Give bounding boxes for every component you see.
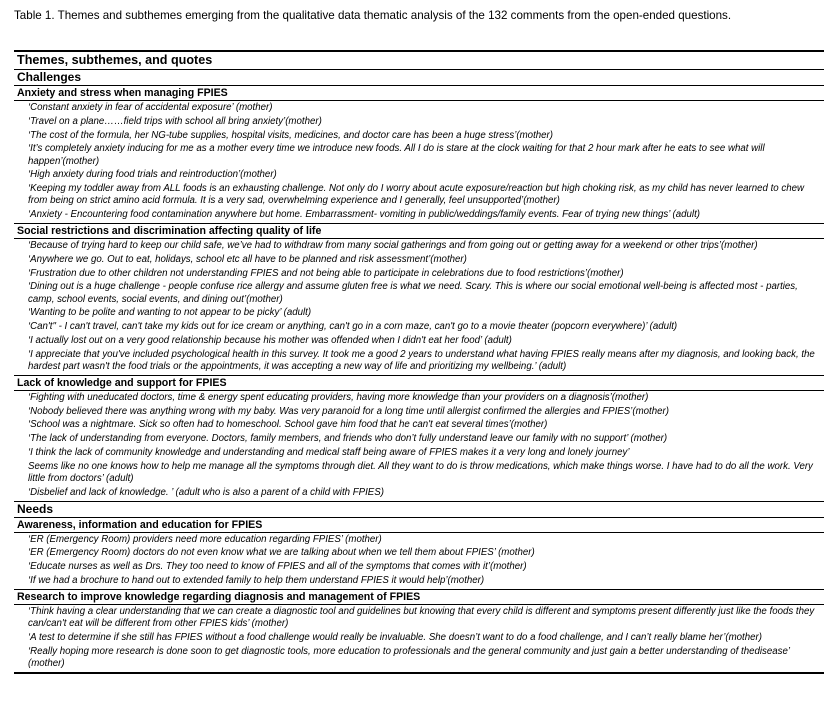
quote-item: ‘I think the lack of community knowledge and understanding and medical staff being aware of FPIES makes it a very long and lonely journey’ [28, 446, 630, 458]
quote-item: ‘Wanting to be polite and wanting to not appear to be picky’ (adult) [28, 307, 312, 319]
quote-item: ‘Disbelief and lack of knowledge. ’ (adult who is also a parent of a child with FPIES) [28, 486, 384, 498]
quote-item: ‘I appreciate that you've included psychological health in this survey. It took me a good 2 years to understand what having FPIES really means after my diagnosis, and looking back, the hardest part wasn't the food trials or the appointments, it was accepting a new way of life and prioritizing my wellbeing.’ (adult) [28, 348, 815, 372]
table-caption: Table 1. Themes and subthemes emerging from the qualitative data thematic analysis of the 132 comments from the open-ended questions. [14, 9, 732, 22]
quote-item: ‘Nobody believed there was anything wrong with my baby. Was very paranoid for a long time until allergist confirmed the allergies and FPIES’(mother) [28, 405, 669, 417]
quote-item: ‘ER (Emergency Room) providers need more education regarding FPIES’ (mother) [28, 533, 382, 545]
themes-table [14, 50, 824, 674]
subtheme-title: Lack of knowledge and support for FPIES [17, 376, 227, 389]
quote-item: Seems like no one knows how to help me manage all the symptoms through diet. All they want to do is throw medications, which make things worse. I have had to do all the work. Very little from doctors’ (adult) [28, 460, 813, 484]
quote-item: ‘If we had a brochure to hand out to extended family to help them understand FPIES it would help’(mother) [28, 574, 485, 586]
quote-item: ‘Anywhere we go. Out to eat, holidays, school etc all have to be planned and risk assessment’(mother) [28, 253, 467, 265]
quote-item: ‘Educate nurses as well as Drs. They too need to know of FPIES and all of the symptoms that comes with it’(mother) [28, 561, 527, 573]
quote-item: ‘Can't" - I can't travel, can't take my kids out for ice cream or anything, can't go in a corn maze, can't go to a movie theater (popcorn everywhere)’ (adult) [28, 321, 678, 333]
theme-title: Challenges [17, 70, 82, 84]
quote-item: ‘Constant anxiety in fear of accidental exposure’ (mother) [28, 102, 273, 113]
quote-item: ‘Think having a clear understanding that we can create a diagnostic tool and guidelines but knowing that every child is different and symptoms present differently just like the foods they can/can't eat will be different from other FPIES kids’ (mother) [28, 605, 815, 629]
quote-item: ‘Fighting with uneducated doctors, time & energy spent educating providers, having more knowledge than your providers on a diagnosis’(mother) [28, 391, 649, 403]
quote-item: ‘ER (Emergency Room) doctors do not even know what we are talking about when we tell them about FPIES’ (mother) [28, 547, 535, 559]
subtheme-title: Anxiety and stress when managing FPIES [17, 87, 228, 99]
quote-item: ‘Dining out is a huge challenge - people confuse rice allergy and assume gluten free is what we need. Scary. This is where our social emotional well-being is affected most - parties, camp, school events, social events, and dining out’(mother) [28, 281, 798, 305]
quote-item: ‘Travel on a plane……field trips with school all bring anxiety’(mother) [28, 115, 322, 127]
quote-item: ‘The cost of the formula, her NG-tube supplies, hospital visits, medicines, and doctor care has been a huge stress’(mother) [28, 129, 553, 141]
quote-item: ‘Keeping my toddler away from ALL foods is an exhausting challenge. Not only do I worry about acute exposure/reaction but high choking risk, as my child has never learned to chew from being on strict amino acid formula. It is a very sad, overwhelming experience and I generally, feel unsupported’(mother) [28, 183, 804, 207]
quote-item: ‘High anxiety during food trials and reintroduction’(mother) [28, 169, 277, 181]
quote-item: ‘The lack of understanding from everyone. Doctors, family members, and friends who don’t fully understand leave our family with no support’ (mother) [28, 433, 668, 445]
quote-item: ‘Because of trying hard to keep our child safe, we’ve had to withdraw from many social gatherings and from going out or getting away for a weekend or other trips’(mother) [28, 239, 758, 251]
quote-item: ‘School was a nightmare. Sick so often had to homeschool. School gave him food that he can't eat several times’(mother) [28, 419, 548, 431]
quote-item: ‘Anxiety - Encountering food contamination anywhere but home. Embarrassment- vomiting in public/weddings/family events. Fear of trying new things’ (adult) [28, 209, 700, 221]
quote-item: ‘Frustration due to other children not understanding FPIES and not being able to participate in celebrations due to food restrictions’(mother) [28, 267, 624, 279]
subtheme-title: Social restrictions and discrimination affecting quality of life [17, 224, 322, 237]
subtheme-title: Awareness, information and education for FPIES [17, 518, 263, 531]
quote-item: ‘I actually lost out on a very good relationship because his mother was offended when I didn't eat her food’ (adult) [28, 334, 512, 346]
quote-item: ‘It’s completely anxiety inducing for me as a mother every time we introduce new foods. All I do is stare at the clock waiting for that 2 hour mark after he eats to see what will happen’(mother) [28, 143, 765, 167]
theme-title: Needs [17, 501, 54, 516]
theme-rule [14, 672, 824, 674]
subtheme-title: Research to improve knowledge regarding diagnosis and management of FPIES [17, 590, 421, 603]
quote-item: ‘A test to determine if she still has FPIES without a food challenge would really be invaluable. She doesn’t want to do a food challenge, and I can’t really blame her’(mother) [28, 631, 762, 643]
table-body [14, 70, 824, 674]
table-column-header: Themes, subthemes, and quotes [17, 53, 213, 67]
quote-item: ‘Really hoping more research is done soon to get diagnostic tools, more education to professionals and the general community and just gain a better understanding of thedisease’ (mother) [28, 645, 790, 669]
